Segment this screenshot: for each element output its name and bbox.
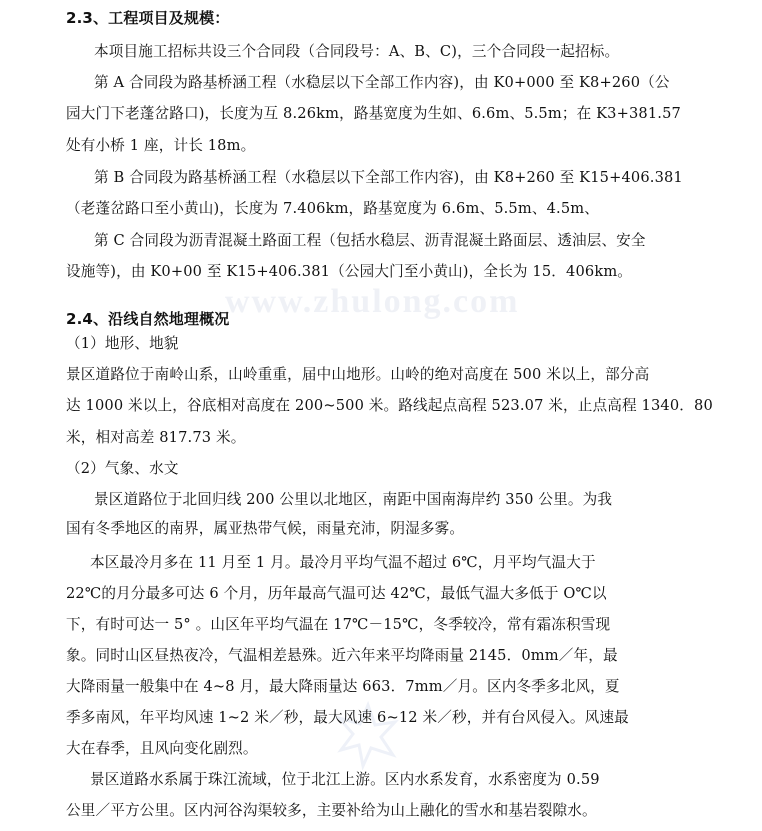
- climate-para1-line-1: 景区道路位于北回归线 200 公里以北地区，南距中国南海岸约 350 公里。为我: [94, 491, 613, 508]
- section-2-3-intro: 本项目施工招标共设三个合同段（合同段号：A、B、C)，三个合同段一起招标。: [94, 43, 620, 60]
- contract-c-line-2: 设施等)，由 K0+00 至 K15+406.381（公园大门至小黄山)，全长为 15．406km。: [66, 263, 633, 280]
- climate-para2-line-1: 本区最冷月多在 11 月至 1 月。最冷月平均气温不超过 6℃，月平均气温大于: [90, 554, 596, 571]
- climate-para2-line-4: 象。同时山区昼热夜冷，气温相差悬殊。近六年来平均降雨量 2145．0mm／年，最: [66, 647, 618, 664]
- climate-para1-line-2: 国有冬季地区的南界，属亚热带气候，雨量充沛，阴湿多雾。: [66, 520, 465, 537]
- terrain-line-2: 达 1000 米以上，谷底相对高度在 200~500 米。路线起点高程 523.07 米，止点高程 1340．80: [66, 397, 713, 414]
- contract-a-line-1: 第 A 合同段为路基桥涵工程（水稳层以下全部工作内容)，由 K0+000 至 K8+260（公: [94, 74, 670, 91]
- climate-para2-line-3: 下，有时可达一 5° 。山区年平均气温在 17℃－15℃，冬季较冷，常有霜冻积雪现: [66, 616, 611, 633]
- terrain-subtitle: （1）地形、地貌: [66, 335, 179, 352]
- climate-subtitle: （2）气象、水文: [66, 460, 179, 477]
- contract-a-line-2: 园大门下老蓬岔路口)，长度为互 8.26km，路基宽度为生如、6.6m、5.5m；在 K3+381.57: [66, 105, 681, 122]
- watermark: www.zhulong.com: [225, 283, 520, 320]
- terrain-line-1: 景区道路位于南岭山系，山岭重重，届中山地形。山岭的绝对高度在 500 米以上，部分高: [66, 366, 650, 383]
- contract-b-line-2: （老蓬岔路口至小黄山)，长度为 7.406km，路基宽度为 6.6m、5.5m、4.5m、: [66, 200, 599, 217]
- hydrology-line-1: 景区道路水系属于珠江流域，位于北江上游。区内水系发育，水系密度为 0.59: [90, 771, 600, 788]
- climate-para2-line-6: 季多南风，年平均风速 1~2 米／秒，最大风速 6~12 米／秒，并有台风侵入。风速最: [66, 709, 629, 726]
- climate-para2-line-2: 22℃的月分最多可达 6 个月，历年最高气温可达 42℃，最低气温大多低于 O℃以: [66, 585, 607, 602]
- contract-a-line-3: 处有小桥 1 座，计长 18m。: [66, 137, 256, 154]
- section-2-3-title: 2.3、工程项目及规模：: [66, 9, 230, 27]
- contract-c-line-1: 第 C 合同段为沥青混凝土路面工程（包括水稳层、沥青混凝土路面层、透油层、安全: [94, 232, 646, 249]
- section-2-4-title: 2.4、沿线自然地理概况: [66, 310, 230, 328]
- climate-para2-line-5: 大降雨量一般集中在 4~8 月，最大降雨量达 663．7mm／月。区内冬季多北风，夏: [66, 678, 620, 695]
- contract-b-line-1: 第 B 合同段为路基桥涵工程（水稳层以下全部工作内容)，由 K8+260 至 K15+406.381: [94, 169, 683, 186]
- terrain-line-3: 米，相对高差 817.73 米。: [66, 429, 246, 446]
- hydrology-line-2: 公里／平方公里。区内河谷沟渠较多，主要补给为山上融化的雪水和基岩裂隙水。: [66, 802, 597, 819]
- climate-para2-line-7: 大在春季，且风向变化剧烈。: [66, 740, 258, 757]
